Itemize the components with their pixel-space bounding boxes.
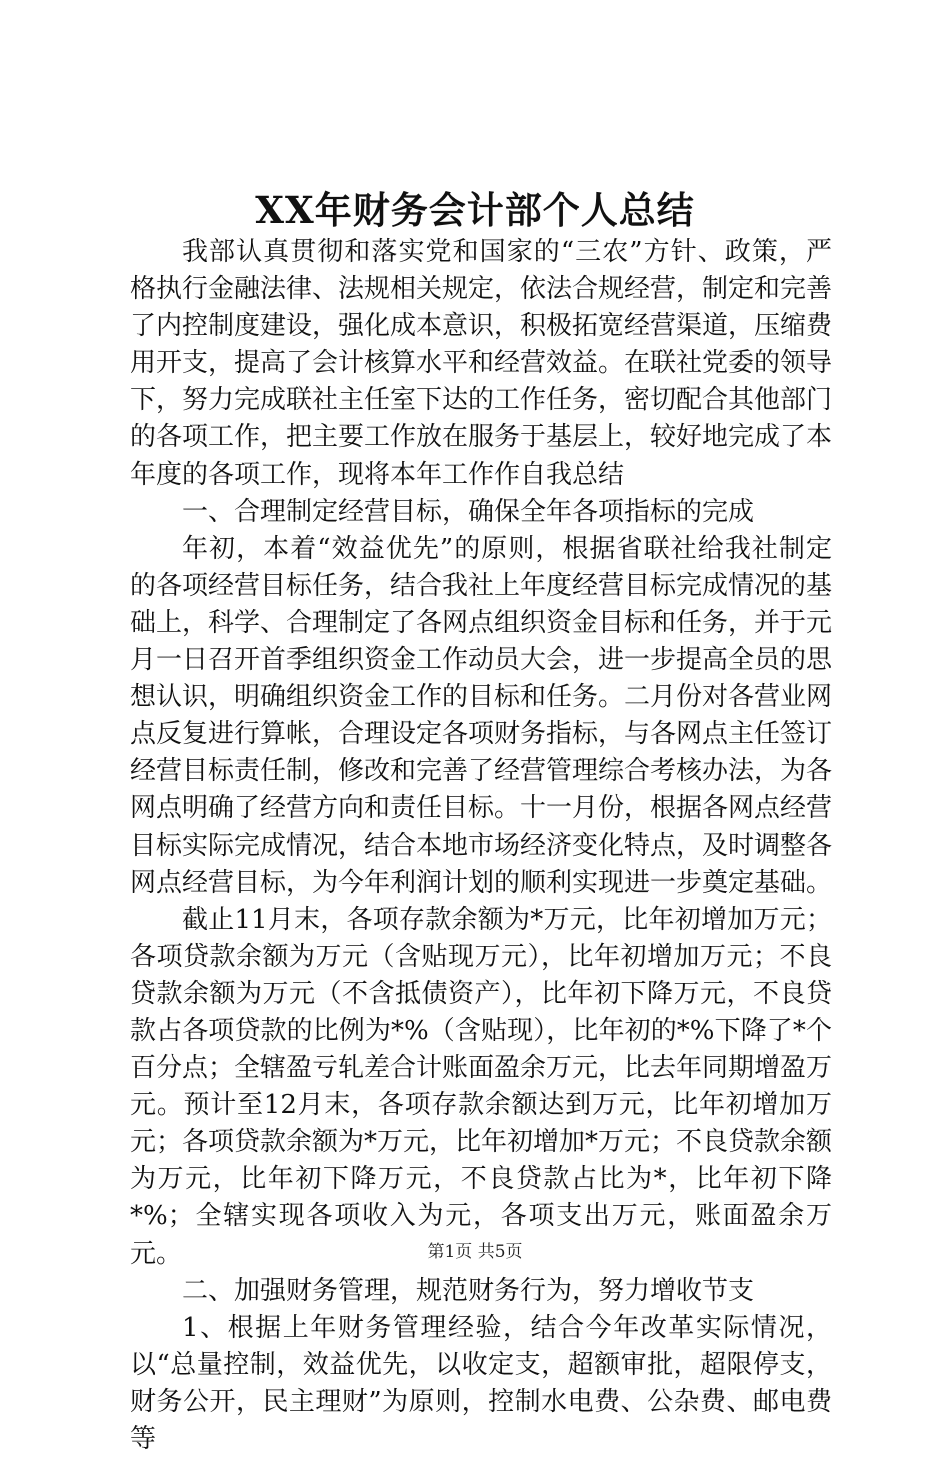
paragraph-intro: 我部认真贯彻和落实党和国家的“三农”方针、政策，严格执行金融法律、法规相关规定，依法合规经营，制定和完善了内控制度建设，强化成本意识，积极拓宽经营渠道，压缩费用开支，提高了会计核算水平和经营效益。在联社党委的领导下，努力完成联社主任室下达的工作任务，密切配合其他部门的各项工作，把主要工作放在服务于基层上，较好地完成了本年度的各项工作，现将本年工作作自我总结 [130, 237, 833, 490]
section-heading-2: 二、加强财务管理，规范财务行为，努力增收节支 [182, 1275, 755, 1306]
page-number-footer: 第1页 共5页 [427, 1242, 523, 1262]
paragraph-figures: 截止11月末，各项存款余额为*万元，比年初增加万元；各项贷款余额为万元（含贴现万元），比年初增加万元；不良贷款余额为万元（不含抵债资产），比年初下降万元，不良贷款占各项贷款的比例为*%（含贴现），比年初的*%下降了*个百分点；全辖盈亏轧差合计账面盈余万元，比去年同期增盈万元。预计至12月末，各项存款余额达到万元，比年初增加万元；各项贷款余额为*万元，比年初增加*万元；不良贷款余额为万元，比年初下降万元，不良贷款占比为*，比年初下降*%；全辖实现各项收入为元，各项支出万元，账面盈余万元。 [130, 904, 833, 1269]
paragraph-targets: 年初，本着“效益优先”的原则，根据省联社给我社制定的各项经营目标任务，结合我社上年度经营目标完成情况的基础上，科学、合理制定了各网点组织资金目标和任务，并于元月一日召开首季组织资金工作动员大会，进一步提高全员的思想认识，明确组织资金工作的目标和任务。二月份对各营业网点反复进行算帐，合理设定各项财务指标，与各网点主任签订经营目标责任制，修改和完善了经营管理综合考核办法，为各网点明确了经营方向和责任目标。十一月份，根据各网点经营目标实际完成情况，结合本地市场经济变化特点，及时调整各网点经营目标，为今年利润计划的顺利实现进一步奠定基础。 [130, 533, 833, 898]
document-title: XX年财务会计部个人总结 [255, 188, 695, 232]
section-heading-1: 一、合理制定经营目标，确保全年各项指标的完成 [182, 496, 755, 527]
paragraph-finance-item-1: 1、根据上年财务管理经验，结合今年改革实际情况，以“总量控制，效益优先，以收定支，超额审批，超限停支，财务公开，民主理财”为原则，控制水电费、公杂费、邮电费等 [130, 1312, 832, 1454]
document-body [130, 234, 832, 1458]
